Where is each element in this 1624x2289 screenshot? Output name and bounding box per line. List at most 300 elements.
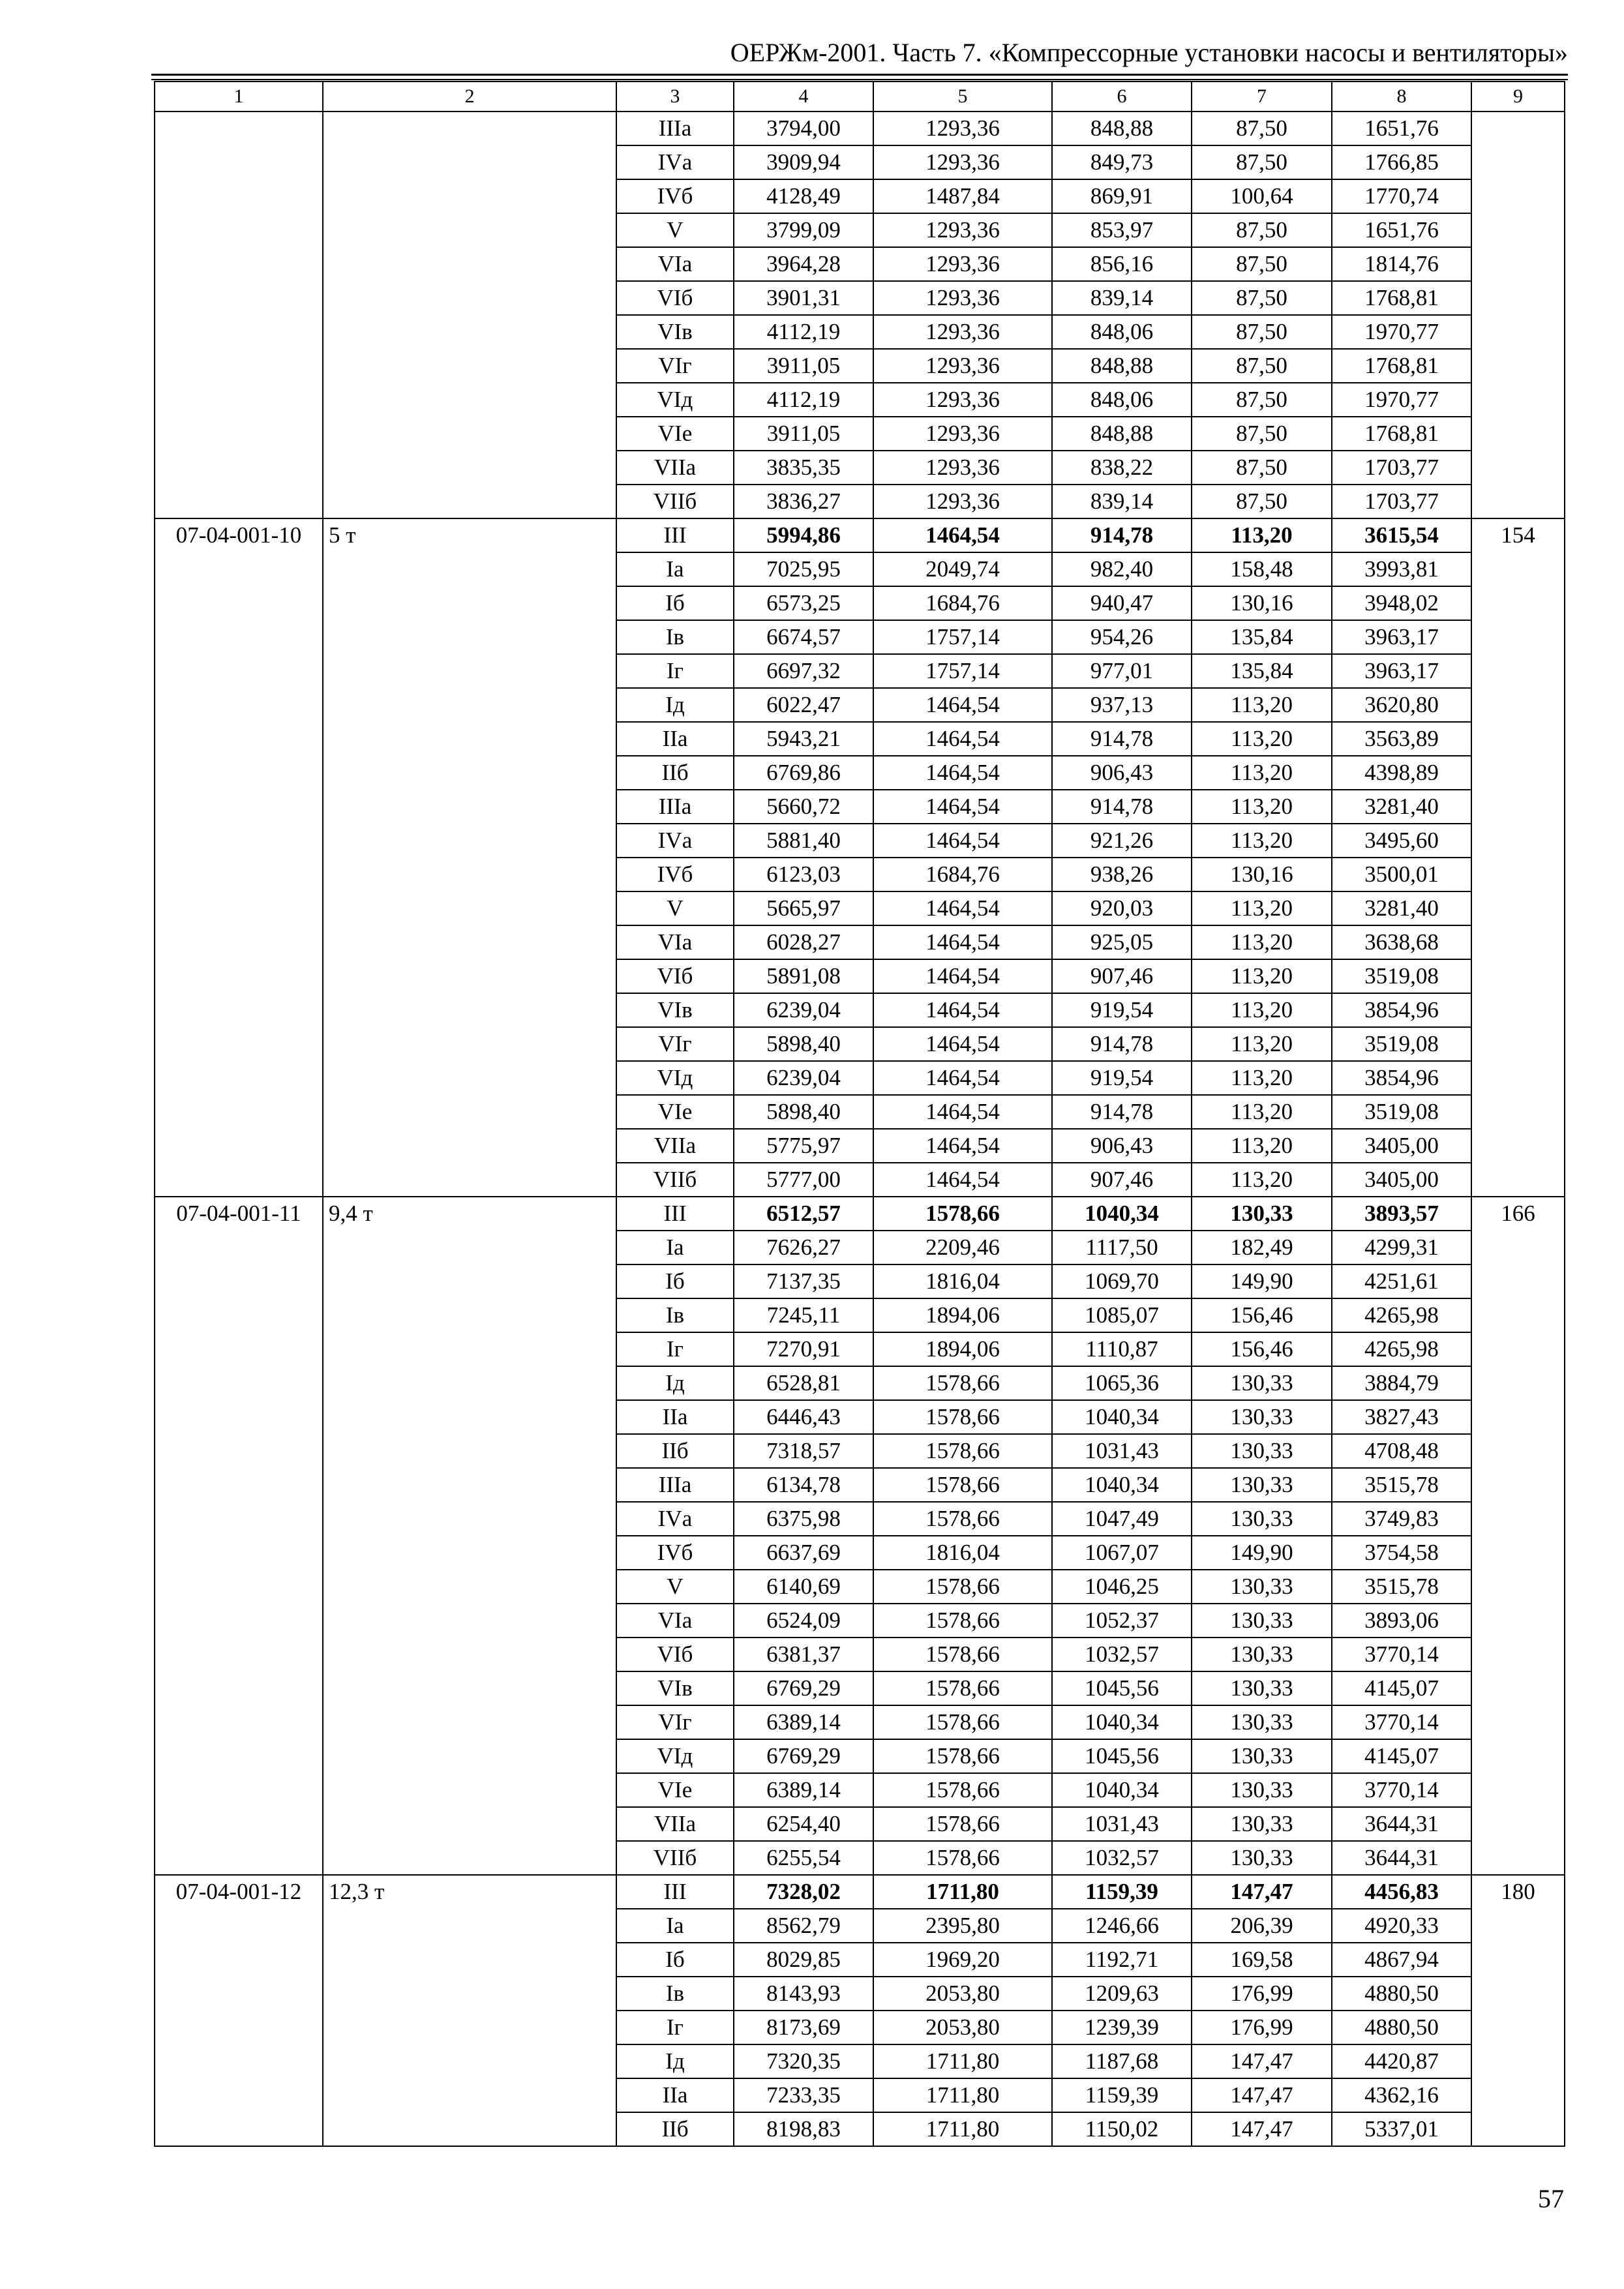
- value-cell: 1894,06: [873, 1332, 1052, 1366]
- zone-cell: IIIа: [616, 1468, 734, 1502]
- zone-cell: V: [616, 1570, 734, 1604]
- value-cell: 7245,11: [734, 1298, 873, 1332]
- value-cell: 7270,91: [734, 1332, 873, 1366]
- zone-cell: IVб: [616, 858, 734, 891]
- value-cell: 1464,54: [873, 1095, 1052, 1129]
- value-cell: 849,73: [1052, 145, 1192, 179]
- value-cell: 130,16: [1192, 858, 1332, 891]
- value-cell: 7320,35: [734, 2044, 873, 2078]
- value-cell: 3515,78: [1332, 1468, 1471, 1502]
- item-number-cell: [1471, 112, 1565, 518]
- item-mass-cell: 9,4 т: [323, 1197, 616, 1875]
- value-cell: 1045,56: [1052, 1739, 1192, 1773]
- value-cell: 113,20: [1192, 688, 1332, 722]
- header-rule-thick: [151, 74, 1568, 76]
- value-cell: 1192,71: [1052, 1943, 1192, 1977]
- value-cell: 87,50: [1192, 145, 1332, 179]
- value-cell: 848,06: [1052, 383, 1192, 417]
- value-cell: 3854,96: [1332, 1061, 1471, 1095]
- value-cell: 848,88: [1052, 417, 1192, 451]
- value-cell: 1578,66: [873, 1705, 1052, 1739]
- value-cell: 1578,66: [873, 1502, 1052, 1536]
- value-cell: 130,33: [1192, 1502, 1332, 1536]
- value-cell: 113,20: [1192, 891, 1332, 925]
- value-cell: 1110,87: [1052, 1332, 1192, 1366]
- item-number-cell: 166: [1471, 1197, 1565, 1875]
- value-cell: 1293,36: [873, 485, 1052, 518]
- value-cell: 3281,40: [1332, 790, 1471, 824]
- value-cell: 5660,72: [734, 790, 873, 824]
- value-cell: 130,33: [1192, 1638, 1332, 1671]
- item-code-cell: 07-04-001-10: [155, 518, 323, 1197]
- item-mass-cell: [323, 112, 616, 518]
- zone-cell: VIе: [616, 417, 734, 451]
- value-cell: 130,33: [1192, 1705, 1332, 1739]
- zone-cell: Iд: [616, 688, 734, 722]
- value-cell: 4920,33: [1332, 1909, 1471, 1943]
- item-code-cell: 07-04-001-11: [155, 1197, 323, 1875]
- value-cell: 1464,54: [873, 1163, 1052, 1197]
- value-cell: 1757,14: [873, 654, 1052, 688]
- value-cell: 1052,37: [1052, 1604, 1192, 1638]
- zone-cell: VIг: [616, 1027, 734, 1061]
- zone-cell: Iв: [616, 620, 734, 654]
- value-cell: 130,33: [1192, 1841, 1332, 1875]
- table-row: [155, 1197, 1565, 1231]
- value-cell: 113,20: [1192, 1095, 1332, 1129]
- value-cell: 1032,57: [1052, 1841, 1192, 1875]
- value-cell: 6140,69: [734, 1570, 873, 1604]
- zone-cell: Iа: [616, 1231, 734, 1264]
- value-cell: 7025,95: [734, 552, 873, 586]
- value-cell: 3519,08: [1332, 1027, 1471, 1061]
- value-cell: 1293,36: [873, 349, 1052, 383]
- zone-cell: Iв: [616, 1298, 734, 1332]
- value-cell: 100,64: [1192, 179, 1332, 213]
- value-cell: 982,40: [1052, 552, 1192, 586]
- value-cell: 182,49: [1192, 1231, 1332, 1264]
- zone-cell: Iа: [616, 1909, 734, 1943]
- value-cell: 1239,39: [1052, 2011, 1192, 2044]
- value-cell: 3620,80: [1332, 688, 1471, 722]
- zone-cell: VIв: [616, 1671, 734, 1705]
- value-cell: 113,20: [1192, 1163, 1332, 1197]
- value-cell: 1768,81: [1332, 349, 1471, 383]
- value-cell: 838,22: [1052, 451, 1192, 485]
- value-cell: 130,33: [1192, 1671, 1332, 1705]
- value-cell: 1768,81: [1332, 417, 1471, 451]
- value-cell: 848,88: [1052, 112, 1192, 145]
- value-cell: 4265,98: [1332, 1298, 1471, 1332]
- value-cell: 3901,31: [734, 281, 873, 315]
- value-cell: 7328,02: [734, 1875, 873, 1909]
- value-cell: 113,20: [1192, 1027, 1332, 1061]
- value-cell: 3893,57: [1332, 1197, 1471, 1231]
- item-mass-cell: 5 т: [323, 518, 616, 1197]
- zone-cell: V: [616, 891, 734, 925]
- value-cell: 3770,14: [1332, 1773, 1471, 1807]
- value-cell: 1031,43: [1052, 1434, 1192, 1468]
- value-cell: 938,26: [1052, 858, 1192, 891]
- value-cell: 2053,80: [873, 1977, 1052, 2011]
- value-cell: 7318,57: [734, 1434, 873, 1468]
- value-cell: 1246,66: [1052, 1909, 1192, 1943]
- value-cell: 1711,80: [873, 2044, 1052, 2078]
- value-cell: 3884,79: [1332, 1366, 1471, 1400]
- item-code-cell: 07-04-001-12: [155, 1875, 323, 2146]
- value-cell: 4128,49: [734, 179, 873, 213]
- value-cell: 1651,76: [1332, 213, 1471, 247]
- value-cell: 1040,34: [1052, 1197, 1192, 1231]
- zone-cell: Iб: [616, 1943, 734, 1977]
- value-cell: 3854,96: [1332, 993, 1471, 1027]
- value-cell: 113,20: [1192, 1061, 1332, 1095]
- table-row: [155, 518, 1565, 552]
- price-table: [154, 81, 1565, 2147]
- value-cell: 6637,69: [734, 1536, 873, 1570]
- column-number: 3: [616, 82, 734, 112]
- value-cell: 4420,87: [1332, 2044, 1471, 2078]
- zone-cell: VIг: [616, 1705, 734, 1739]
- value-cell: 130,33: [1192, 1468, 1332, 1502]
- value-cell: 130,33: [1192, 1570, 1332, 1604]
- value-cell: 1578,66: [873, 1773, 1052, 1807]
- value-cell: 130,33: [1192, 1434, 1332, 1468]
- value-cell: 3911,05: [734, 349, 873, 383]
- value-cell: 1768,81: [1332, 281, 1471, 315]
- value-cell: 3495,60: [1332, 824, 1471, 858]
- value-cell: 3893,06: [1332, 1604, 1471, 1638]
- item-number-cell: 180: [1471, 1875, 1565, 2146]
- value-cell: 848,88: [1052, 349, 1192, 383]
- value-cell: 6697,32: [734, 654, 873, 688]
- value-cell: 856,16: [1052, 247, 1192, 281]
- value-cell: 1578,66: [873, 1400, 1052, 1434]
- zone-cell: III: [616, 1875, 734, 1909]
- value-cell: 3827,43: [1332, 1400, 1471, 1434]
- value-cell: 1766,85: [1332, 145, 1471, 179]
- value-cell: 87,50: [1192, 112, 1332, 145]
- value-cell: 130,33: [1192, 1197, 1332, 1231]
- zone-cell: VIб: [616, 1638, 734, 1671]
- value-cell: 3799,09: [734, 213, 873, 247]
- value-cell: 113,20: [1192, 993, 1332, 1027]
- value-cell: 1703,77: [1332, 485, 1471, 518]
- value-cell: 87,50: [1192, 383, 1332, 417]
- value-cell: 130,33: [1192, 1739, 1332, 1773]
- zone-cell: Iб: [616, 586, 734, 620]
- value-cell: 1816,04: [873, 1264, 1052, 1298]
- table-row: [155, 112, 1565, 145]
- value-cell: 839,14: [1052, 281, 1192, 315]
- value-cell: 5898,40: [734, 1027, 873, 1061]
- column-numbers-row: [155, 82, 1565, 112]
- value-cell: 6524,09: [734, 1604, 873, 1638]
- value-cell: 3770,14: [1332, 1638, 1471, 1671]
- value-cell: 6573,25: [734, 586, 873, 620]
- value-cell: 1464,54: [873, 688, 1052, 722]
- value-cell: 1464,54: [873, 1129, 1052, 1163]
- value-cell: 1464,54: [873, 722, 1052, 756]
- zone-cell: Iд: [616, 1366, 734, 1400]
- value-cell: 1969,20: [873, 1943, 1052, 1977]
- value-cell: 6769,86: [734, 756, 873, 790]
- zone-cell: IIIа: [616, 790, 734, 824]
- value-cell: 156,46: [1192, 1332, 1332, 1366]
- value-cell: 6389,14: [734, 1773, 873, 1807]
- value-cell: 130,33: [1192, 1366, 1332, 1400]
- column-number: 8: [1332, 82, 1471, 112]
- value-cell: 6375,98: [734, 1502, 873, 1536]
- value-cell: 7137,35: [734, 1264, 873, 1298]
- value-cell: 1894,06: [873, 1298, 1052, 1332]
- value-cell: 113,20: [1192, 722, 1332, 756]
- zone-cell: VIIб: [616, 485, 734, 518]
- value-cell: 6134,78: [734, 1468, 873, 1502]
- value-cell: 914,78: [1052, 518, 1192, 552]
- value-cell: 914,78: [1052, 1027, 1192, 1061]
- value-cell: 149,90: [1192, 1264, 1332, 1298]
- value-cell: 158,48: [1192, 552, 1332, 586]
- zone-cell: VIIб: [616, 1163, 734, 1197]
- value-cell: 1578,66: [873, 1739, 1052, 1773]
- value-cell: 87,50: [1192, 417, 1332, 451]
- price-table-body: [155, 82, 1565, 2146]
- zone-cell: IIа: [616, 1400, 734, 1434]
- value-cell: 1684,76: [873, 586, 1052, 620]
- column-number: 6: [1052, 82, 1192, 112]
- value-cell: 5891,08: [734, 959, 873, 993]
- value-cell: 1464,54: [873, 891, 1052, 925]
- value-cell: 87,50: [1192, 247, 1332, 281]
- value-cell: 5775,97: [734, 1129, 873, 1163]
- zone-cell: VIе: [616, 1773, 734, 1807]
- value-cell: 848,06: [1052, 315, 1192, 349]
- value-cell: 1464,54: [873, 790, 1052, 824]
- value-cell: 4880,50: [1332, 1977, 1471, 2011]
- value-cell: 1578,66: [873, 1604, 1052, 1638]
- column-number: 2: [323, 82, 616, 112]
- value-cell: 3963,17: [1332, 620, 1471, 654]
- zone-cell: Iб: [616, 1264, 734, 1298]
- value-cell: 4708,48: [1332, 1434, 1471, 1468]
- value-cell: 1045,56: [1052, 1671, 1192, 1705]
- zone-cell: VIв: [616, 993, 734, 1027]
- value-cell: 3794,00: [734, 112, 873, 145]
- value-cell: 7626,27: [734, 1231, 873, 1264]
- value-cell: 5943,21: [734, 722, 873, 756]
- value-cell: 3615,54: [1332, 518, 1471, 552]
- value-cell: 1578,66: [873, 1671, 1052, 1705]
- value-cell: 147,47: [1192, 2112, 1332, 2146]
- column-number: 7: [1192, 82, 1332, 112]
- value-cell: 6028,27: [734, 925, 873, 959]
- value-cell: 4145,07: [1332, 1671, 1471, 1705]
- value-cell: 1970,77: [1332, 315, 1471, 349]
- value-cell: 3638,68: [1332, 925, 1471, 959]
- value-cell: 149,90: [1192, 1536, 1332, 1570]
- value-cell: 1487,84: [873, 179, 1052, 213]
- value-cell: 5898,40: [734, 1095, 873, 1129]
- value-cell: 130,33: [1192, 1807, 1332, 1841]
- value-cell: 6239,04: [734, 1061, 873, 1095]
- value-cell: 6123,03: [734, 858, 873, 891]
- value-cell: 113,20: [1192, 959, 1332, 993]
- value-cell: 5777,00: [734, 1163, 873, 1197]
- value-cell: 7233,35: [734, 2078, 873, 2112]
- zone-cell: VIб: [616, 959, 734, 993]
- value-cell: 1159,39: [1052, 1875, 1192, 1909]
- value-cell: 1150,02: [1052, 2112, 1192, 2146]
- zone-cell: III: [616, 1197, 734, 1231]
- value-cell: 4112,19: [734, 383, 873, 417]
- value-cell: 3948,02: [1332, 586, 1471, 620]
- value-cell: 87,50: [1192, 281, 1332, 315]
- value-cell: 6381,37: [734, 1638, 873, 1671]
- value-cell: 1464,54: [873, 518, 1052, 552]
- value-cell: 1047,49: [1052, 1502, 1192, 1536]
- value-cell: 6239,04: [734, 993, 873, 1027]
- zone-cell: VIIа: [616, 1807, 734, 1841]
- zone-cell: IIб: [616, 1434, 734, 1468]
- value-cell: 1067,07: [1052, 1536, 1192, 1570]
- value-cell: 1770,74: [1332, 179, 1471, 213]
- value-cell: 8198,83: [734, 2112, 873, 2146]
- value-cell: 6389,14: [734, 1705, 873, 1739]
- value-cell: 919,54: [1052, 1061, 1192, 1095]
- value-cell: 3563,89: [1332, 722, 1471, 756]
- value-cell: 1816,04: [873, 1536, 1052, 1570]
- value-cell: 1464,54: [873, 756, 1052, 790]
- zone-cell: IVа: [616, 1502, 734, 1536]
- value-cell: 1970,77: [1332, 383, 1471, 417]
- value-cell: 87,50: [1192, 315, 1332, 349]
- value-cell: 3909,94: [734, 145, 873, 179]
- zone-cell: IVб: [616, 1536, 734, 1570]
- value-cell: 135,84: [1192, 654, 1332, 688]
- value-cell: 176,99: [1192, 1977, 1332, 2011]
- value-cell: 4398,89: [1332, 756, 1471, 790]
- value-cell: 130,33: [1192, 1773, 1332, 1807]
- value-cell: 3519,08: [1332, 959, 1471, 993]
- value-cell: 3911,05: [734, 417, 873, 451]
- zone-cell: Iд: [616, 2044, 734, 2078]
- zone-cell: VIа: [616, 925, 734, 959]
- table-row: [155, 1875, 1565, 1909]
- value-cell: 3754,58: [1332, 1536, 1471, 1570]
- value-cell: 3835,35: [734, 451, 873, 485]
- value-cell: 1040,34: [1052, 1468, 1192, 1502]
- value-cell: 1464,54: [873, 925, 1052, 959]
- zone-cell: IIа: [616, 2078, 734, 2112]
- value-cell: 3519,08: [1332, 1095, 1471, 1129]
- zone-cell: VIд: [616, 383, 734, 417]
- value-cell: 1464,54: [873, 824, 1052, 858]
- value-cell: 1578,66: [873, 1197, 1052, 1231]
- value-cell: 1040,34: [1052, 1773, 1192, 1807]
- value-cell: 4145,07: [1332, 1739, 1471, 1773]
- value-cell: 1711,80: [873, 2112, 1052, 2146]
- value-cell: 1065,36: [1052, 1366, 1192, 1400]
- value-cell: 3405,00: [1332, 1129, 1471, 1163]
- value-cell: 3749,83: [1332, 1502, 1471, 1536]
- value-cell: 906,43: [1052, 1129, 1192, 1163]
- value-cell: 5665,97: [734, 891, 873, 925]
- value-cell: 1293,36: [873, 213, 1052, 247]
- value-cell: 206,39: [1192, 1909, 1332, 1943]
- value-cell: 1711,80: [873, 1875, 1052, 1909]
- value-cell: 6512,57: [734, 1197, 873, 1231]
- zone-cell: IVб: [616, 179, 734, 213]
- value-cell: 937,13: [1052, 688, 1192, 722]
- value-cell: 1293,36: [873, 247, 1052, 281]
- value-cell: 1464,54: [873, 1027, 1052, 1061]
- value-cell: 6255,54: [734, 1841, 873, 1875]
- value-cell: 6674,57: [734, 620, 873, 654]
- zone-cell: VIд: [616, 1061, 734, 1095]
- value-cell: 147,47: [1192, 1875, 1332, 1909]
- column-number: 5: [873, 82, 1052, 112]
- value-cell: 4880,50: [1332, 2011, 1471, 2044]
- value-cell: 4867,94: [1332, 1943, 1471, 1977]
- value-cell: 907,46: [1052, 959, 1192, 993]
- value-cell: 1651,76: [1332, 112, 1471, 145]
- zone-cell: VIа: [616, 1604, 734, 1638]
- value-cell: 1085,07: [1052, 1298, 1192, 1332]
- zone-cell: IIб: [616, 2112, 734, 2146]
- header-rule-thin: [151, 79, 1568, 80]
- value-cell: 4112,19: [734, 315, 873, 349]
- value-cell: 4251,61: [1332, 1264, 1471, 1298]
- value-cell: 1578,66: [873, 1807, 1052, 1841]
- page-number: 57: [1538, 2184, 1564, 2213]
- value-cell: 3515,78: [1332, 1570, 1471, 1604]
- value-cell: 4456,83: [1332, 1875, 1471, 1909]
- value-cell: 839,14: [1052, 485, 1192, 518]
- value-cell: 921,26: [1052, 824, 1192, 858]
- zone-cell: Iв: [616, 1977, 734, 2011]
- value-cell: 5337,01: [1332, 2112, 1471, 2146]
- value-cell: 6528,81: [734, 1366, 873, 1400]
- zone-cell: IIIа: [616, 112, 734, 145]
- value-cell: 1040,34: [1052, 1705, 1192, 1739]
- value-cell: 3993,81: [1332, 552, 1471, 586]
- value-cell: 3964,28: [734, 247, 873, 281]
- value-cell: 87,50: [1192, 349, 1332, 383]
- value-cell: 4299,31: [1332, 1231, 1471, 1264]
- value-cell: 1046,25: [1052, 1570, 1192, 1604]
- item-code-cell: [155, 112, 323, 518]
- value-cell: 113,20: [1192, 790, 1332, 824]
- value-cell: 914,78: [1052, 790, 1192, 824]
- value-cell: 940,47: [1052, 586, 1192, 620]
- value-cell: 87,50: [1192, 485, 1332, 518]
- value-cell: 147,47: [1192, 2044, 1332, 2078]
- zone-cell: IVа: [616, 145, 734, 179]
- value-cell: 1293,36: [873, 383, 1052, 417]
- value-cell: 2209,46: [873, 1231, 1052, 1264]
- value-cell: 1293,36: [873, 315, 1052, 349]
- zone-cell: VIд: [616, 1739, 734, 1773]
- value-cell: 1578,66: [873, 1366, 1052, 1400]
- value-cell: 135,84: [1192, 620, 1332, 654]
- value-cell: 2395,80: [873, 1909, 1052, 1943]
- value-cell: 914,78: [1052, 722, 1192, 756]
- value-cell: 1293,36: [873, 417, 1052, 451]
- value-cell: 169,58: [1192, 1943, 1332, 1977]
- zone-cell: Iг: [616, 1332, 734, 1366]
- value-cell: 8562,79: [734, 1909, 873, 1943]
